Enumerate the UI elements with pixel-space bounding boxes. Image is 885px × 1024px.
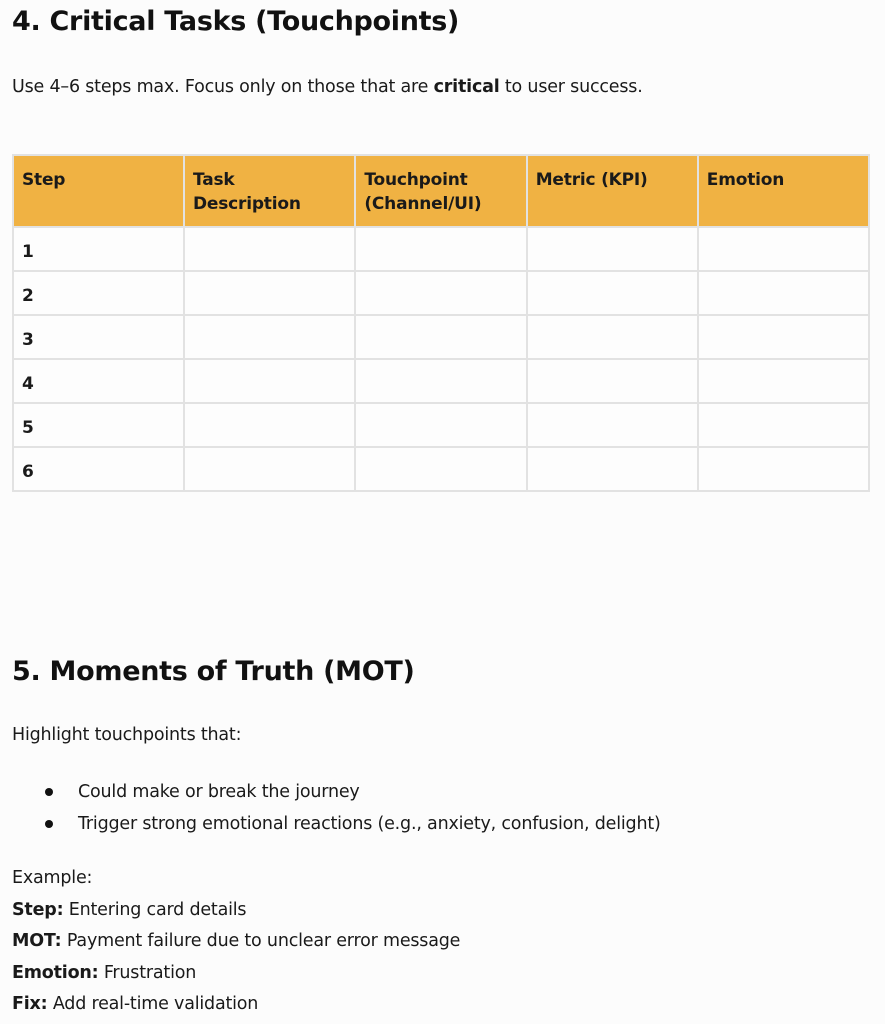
header-text: Task	[192, 170, 235, 190]
cell-emotion[interactable]	[698, 227, 869, 271]
table-header-row	[13, 155, 869, 227]
section-5-heading: 5. Moments of Truth (MOT)	[12, 656, 415, 687]
example-block	[12, 863, 460, 1021]
cell-step: 5	[13, 403, 184, 447]
table-row	[13, 315, 869, 359]
table-row	[13, 271, 869, 315]
table-row	[13, 359, 869, 403]
cell-task-description[interactable]	[184, 227, 355, 271]
example-label: Example:	[12, 868, 93, 888]
cell-task-description[interactable]	[184, 315, 355, 359]
intro-text-before: Use 4–6 steps max. Focus only on those that are	[12, 77, 434, 97]
header-text: Emotion	[706, 170, 785, 190]
column-header-metric	[527, 155, 698, 227]
example-mot	[12, 926, 460, 958]
cell-emotion[interactable]	[698, 271, 869, 315]
header-text: Metric (KPI)	[535, 170, 648, 190]
cell-step: 2	[13, 271, 184, 315]
bullet-text: Could make or break the journey	[78, 782, 360, 802]
cell-task-description[interactable]	[184, 403, 355, 447]
section-4-heading: 4. Critical Tasks (Touchpoints)	[12, 6, 460, 37]
column-header-step	[13, 155, 184, 227]
cell-task-description[interactable]	[184, 447, 355, 491]
cell-task-description[interactable]	[184, 359, 355, 403]
cell-metric[interactable]	[527, 227, 698, 271]
example-key: MOT:	[12, 931, 62, 951]
example-value: Entering card details	[63, 899, 247, 920]
example-emotion	[12, 958, 460, 990]
header-text: Step	[22, 170, 66, 190]
intro-text-after: to user success.	[499, 77, 643, 97]
bullet-icon	[45, 788, 53, 796]
cell-touchpoint[interactable]	[355, 315, 526, 359]
column-header-touchpoint	[355, 155, 526, 227]
cell-touchpoint[interactable]	[355, 271, 526, 315]
table-row	[13, 447, 869, 491]
cell-step: 3	[13, 315, 184, 359]
example-step	[12, 895, 460, 927]
cell-metric[interactable]	[527, 403, 698, 447]
cell-touchpoint[interactable]	[355, 447, 526, 491]
cell-metric[interactable]	[527, 447, 698, 491]
column-header-emotion	[698, 155, 869, 227]
intro-bold-text: critical	[433, 77, 500, 97]
example-value: Payment failure due to unclear error message	[61, 931, 461, 951]
example-value: Frustration	[98, 962, 197, 983]
example-key: Emotion:	[12, 962, 99, 983]
cell-metric[interactable]	[527, 359, 698, 403]
example-value: Add real-time validation	[47, 994, 259, 1014]
cell-step: 4	[13, 359, 184, 403]
example-key: Step:	[12, 899, 64, 920]
cell-emotion[interactable]	[698, 315, 869, 359]
cell-touchpoint[interactable]	[355, 403, 526, 447]
cell-metric[interactable]	[527, 271, 698, 315]
cell-emotion[interactable]	[698, 359, 869, 403]
header-text: Description	[192, 194, 301, 214]
critical-tasks-table	[12, 154, 870, 492]
header-text: (Channel/UI)	[364, 194, 482, 214]
cell-emotion[interactable]	[698, 447, 869, 491]
list-item	[12, 808, 661, 840]
bullet-icon	[45, 820, 53, 828]
section-5-intro: Highlight touchpoints that:	[12, 725, 242, 745]
bullet-text: Trigger strong emotional reactions (e.g., anxiety, confusion, delight)	[78, 814, 661, 834]
cell-touchpoint[interactable]	[355, 227, 526, 271]
table-row	[13, 227, 869, 271]
example-fix	[12, 989, 460, 1021]
column-header-task-description	[184, 155, 355, 227]
cell-metric[interactable]	[527, 315, 698, 359]
example-key: Fix:	[12, 994, 48, 1014]
cell-touchpoint[interactable]	[355, 359, 526, 403]
mot-bullet-list	[12, 776, 661, 840]
cell-step: 6	[13, 447, 184, 491]
cell-step: 1	[13, 227, 184, 271]
cell-task-description[interactable]	[184, 271, 355, 315]
section-4-intro	[12, 75, 643, 99]
cell-emotion[interactable]	[698, 403, 869, 447]
table-row	[13, 403, 869, 447]
header-text: Touchpoint	[364, 170, 468, 190]
list-item	[12, 776, 661, 808]
